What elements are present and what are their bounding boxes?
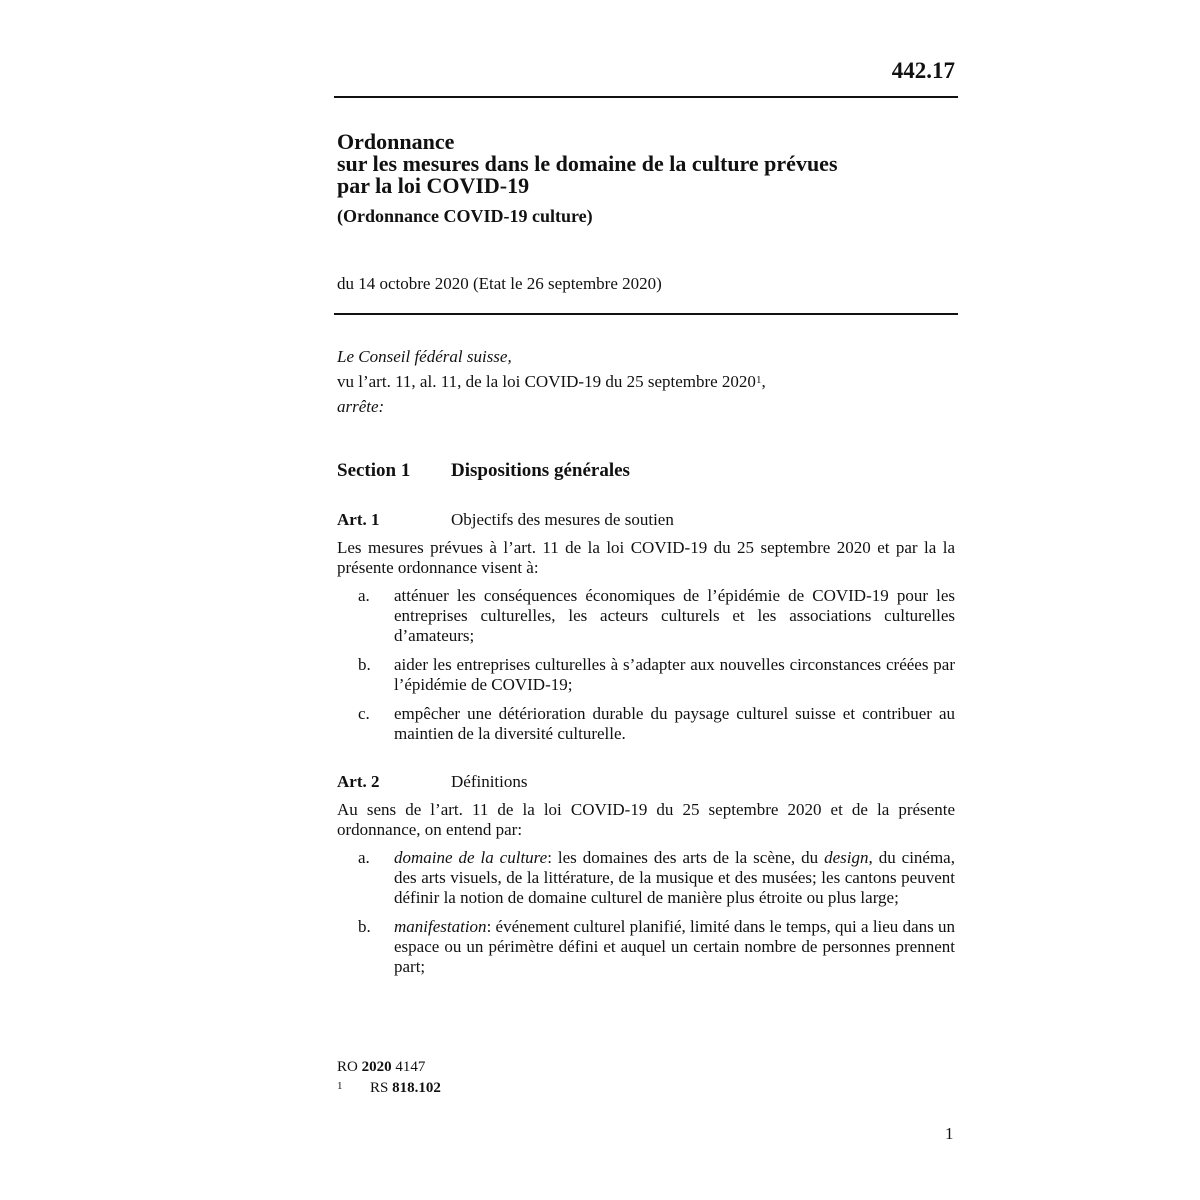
footnote-mark: 1: [337, 1080, 343, 1092]
list-item-letter: b.: [358, 655, 371, 674]
date-line: du 14 octobre 2020 (Etat le 26 septembre 2020): [337, 274, 662, 293]
art-1-list: [337, 586, 955, 753]
footnote-ref-1[interactable]: 1: [755, 374, 762, 386]
list-item-text: empêcher une détérioration durable du paysage culturel suisse et contribuer au maintien de la diversité culturelle.: [394, 704, 955, 743]
title-rule: [334, 313, 958, 315]
list-item: [337, 655, 955, 695]
art-1-heading: [337, 510, 674, 530]
art-1-intro: Les mesures prévues à l’art. 11 de la loi COVID-19 du 25 septembre 2020 et par la la présente ordonnance visent à:: [337, 538, 955, 577]
page-number: 1: [945, 1124, 954, 1143]
title-line-2: sur les mesures dans le domaine de la culture prévues: [337, 151, 838, 176]
list-item-text: aider les entreprises culturelles à s’adapter aux nouvelles circonstances créées par l’épidémie de COVID-19;: [394, 655, 955, 694]
art-1-number: Art. 1: [337, 510, 380, 529]
definition-text-part-2: , du cinéma, des arts visuels, de la littérature, de la musique et des musées; les cantons peuvent définir la notion de domaine culturel de manière plus étroite ou plus large;: [394, 848, 955, 907]
list-item-text: atténuer les conséquences économiques de l’épidémie de COVID-19 pour les entreprises culturelles, les acteurs culturels et les associations culturelles d’amateurs;: [394, 586, 955, 645]
ro-prefix: RO: [337, 1059, 362, 1075]
definition-text: : événement culturel planifié, limité dans le temps, qui a lieu dans un espace ou un périmètre défini et auquel un certain nombre de personnes prennent part;: [394, 917, 955, 976]
art-2-heading: [337, 772, 528, 792]
list-item-letter: c.: [358, 704, 370, 723]
ro-page: 4147: [391, 1059, 426, 1075]
list-item: [337, 848, 955, 908]
preamble-decrees: arrête:: [337, 397, 385, 416]
list-item-letter: a.: [358, 848, 370, 867]
list-item-letter: a.: [358, 586, 370, 605]
preamble: [337, 344, 957, 419]
art-1-title: Objectifs des mesures de soutien: [451, 510, 674, 529]
art-2-list: [337, 848, 955, 986]
art-2-intro: Au sens de l’art. 11 de la loi COVID-19 du 25 septembre 2020 et de la présente ordonnance, on entend par:: [337, 800, 955, 839]
art-2-title: Définitions: [451, 772, 528, 791]
list-item: [337, 586, 955, 646]
art-2-number: Art. 2: [337, 772, 380, 791]
top-rule: [334, 96, 958, 98]
ro-year: 2020: [361, 1059, 392, 1075]
title-line-1: Ordonnance: [337, 129, 455, 154]
section-number: Section 1: [337, 460, 411, 481]
definition-term: manifestation: [394, 917, 487, 936]
definition-text-part-1: : les domaines des arts de la scène, du: [547, 848, 825, 867]
short-title: (Ordonnance COVID-19 culture): [337, 206, 593, 226]
definition-design-term: design: [824, 848, 869, 867]
document-number: 442.17: [891, 58, 955, 83]
preamble-authority: Le Conseil fédéral suisse,: [337, 347, 512, 366]
preamble-basis: [337, 369, 957, 394]
title-block: [337, 131, 957, 227]
section-1-heading: [337, 460, 630, 482]
list-item: [337, 704, 955, 744]
section-title: Dispositions générales: [451, 460, 630, 481]
footnote-1: [337, 1080, 441, 1097]
footnote-reference[interactable]: 818.102: [392, 1080, 441, 1096]
preamble-basis-text: vu l’art. 11, al. 11, de la loi COVID-19 du 25 septembre 2020: [337, 372, 756, 391]
definition-term: domaine de la culture: [394, 848, 548, 867]
title-line-3: par la loi COVID-19: [337, 173, 530, 198]
footnote-prefix: RS: [370, 1080, 393, 1096]
preamble-basis-end: ,: [761, 372, 766, 391]
list-item-letter: b.: [358, 917, 371, 936]
footer-ro-reference: [337, 1059, 425, 1076]
list-item: [337, 917, 955, 977]
